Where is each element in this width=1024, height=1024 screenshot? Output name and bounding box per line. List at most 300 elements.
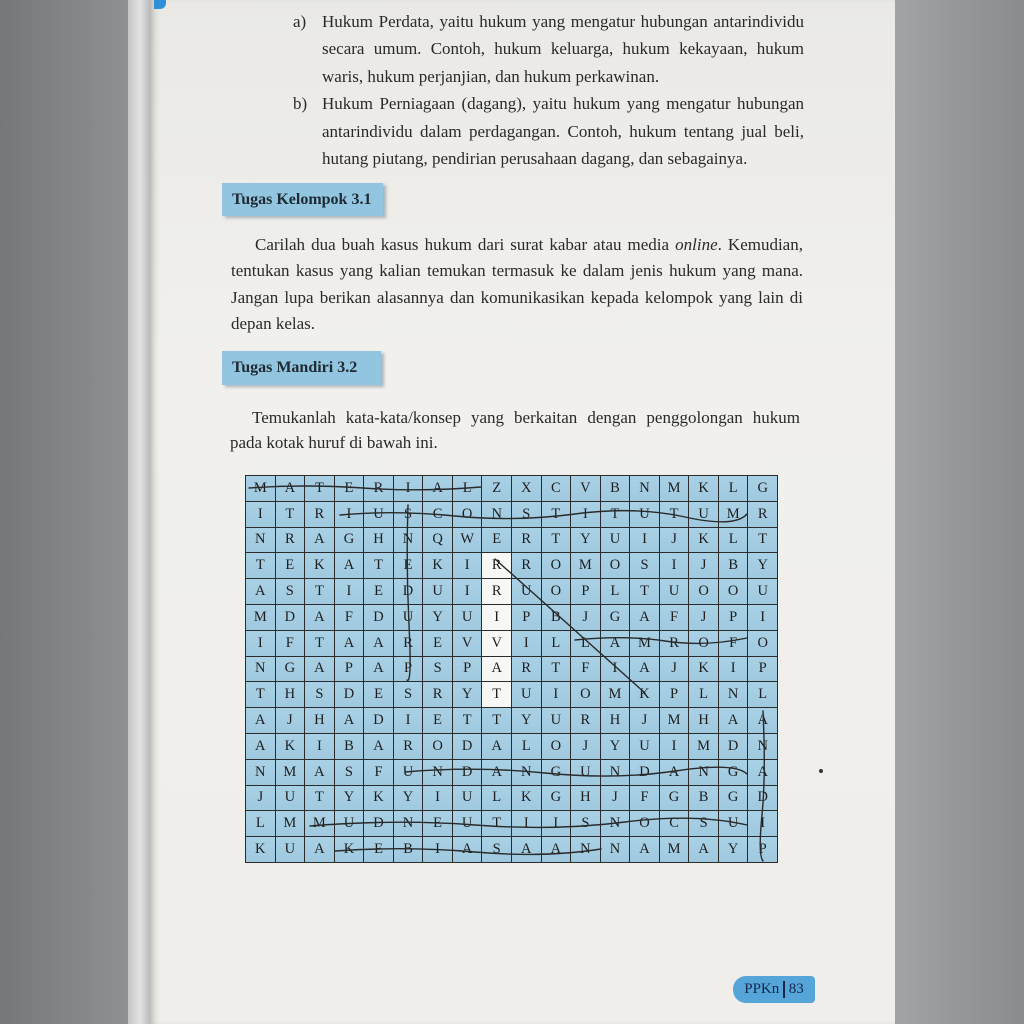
grid-cell: E (276, 553, 306, 579)
tugas-mandiri-label: Tugas Mandiri 3.2 (222, 351, 381, 385)
grid-cell: T (601, 502, 631, 528)
grid-cell: T (453, 708, 483, 734)
grid-cell: U (512, 579, 542, 605)
grid-cell: Y (719, 837, 749, 863)
grid-cell: H (689, 708, 719, 734)
grid-cell: M (601, 682, 631, 708)
grid-cell: I (542, 682, 572, 708)
grid-cell: S (689, 811, 719, 837)
tugas-kelompok-paragraph (231, 232, 803, 337)
grid-cell: N (748, 734, 778, 760)
grid-cell: J (571, 734, 601, 760)
grid-cell: E (335, 476, 365, 502)
grid-cell: F (630, 786, 660, 812)
grid-cell: P (335, 657, 365, 683)
background-right (895, 0, 1024, 1024)
grid-cell: L (689, 682, 719, 708)
grid-cell: A (719, 708, 749, 734)
grid-cell: K (689, 528, 719, 554)
grid-cell: E (423, 708, 453, 734)
grid-cell: P (453, 657, 483, 683)
grid-cell: I (453, 579, 483, 605)
grid-cell: N (630, 476, 660, 502)
grid-cell: J (660, 657, 690, 683)
online-italic-word: online (675, 235, 718, 254)
grid-cell: S (394, 502, 424, 528)
grid-cell: U (719, 811, 749, 837)
grid-cell: T (660, 502, 690, 528)
grid-cell: A (748, 760, 778, 786)
grid-cell: N (571, 837, 601, 863)
grid-cell: N (689, 760, 719, 786)
grid-cell: N (601, 837, 631, 863)
grid-cell: T (364, 553, 394, 579)
grid-cell: D (453, 734, 483, 760)
grid-cell: S (335, 760, 365, 786)
grid-cell: Y (453, 682, 483, 708)
grid-cell: T (305, 631, 335, 657)
grid-cell: R (394, 631, 424, 657)
grid-cell: N (482, 502, 512, 528)
grid-cell: R (305, 502, 335, 528)
grid-cell: F (571, 657, 601, 683)
grid-cell: S (482, 837, 512, 863)
grid-cell: L (719, 528, 749, 554)
grid-cell: A (601, 631, 631, 657)
grid-cell: R (571, 708, 601, 734)
list-b-line-1: Hukum Perniagaan (dagang), yaitu hukum yang mengatur hubungan (322, 94, 804, 114)
grid-cell: J (630, 708, 660, 734)
grid-cell: R (512, 657, 542, 683)
grid-cell: K (335, 837, 365, 863)
grid-cell: A (482, 760, 512, 786)
grid-cell: K (689, 476, 719, 502)
footer-subject: PPKn (744, 981, 780, 997)
grid-cell: A (689, 837, 719, 863)
grid-cell: P (571, 579, 601, 605)
grid-cell: Y (571, 528, 601, 554)
grid-cell: H (601, 708, 631, 734)
grid-cell: U (689, 502, 719, 528)
grid-cell: A (305, 605, 335, 631)
list-b-line-2: antarindividu dalam perdagangan. Contoh, hukum tentang jual beli, (322, 121, 804, 141)
grid-cell: A (246, 579, 276, 605)
grid-cell: L (571, 631, 601, 657)
grid-cell: J (689, 605, 719, 631)
grid-cell: D (630, 760, 660, 786)
grid-cell: M (719, 502, 749, 528)
grid-cell: H (364, 528, 394, 554)
grid-cell: N (246, 657, 276, 683)
grid-cell: A (660, 760, 690, 786)
grid-cell: A (630, 605, 660, 631)
grid-cell: V (453, 631, 483, 657)
grid-cell: D (748, 786, 778, 812)
grid-cell: M (689, 734, 719, 760)
grid-cell: O (748, 631, 778, 657)
grid-cell: B (601, 476, 631, 502)
grid-cell: T (305, 786, 335, 812)
grid-cell: U (542, 708, 572, 734)
grid-cell: U (453, 786, 483, 812)
grid-cell: Y (423, 605, 453, 631)
grid-cell: U (512, 682, 542, 708)
book-page (150, 0, 895, 1024)
grid-cell: M (660, 837, 690, 863)
grid-cell: G (719, 786, 749, 812)
grid-cell: S (571, 811, 601, 837)
grid-cell: P (394, 657, 424, 683)
grid-cell: T (482, 708, 512, 734)
grid-cell: K (305, 553, 335, 579)
grid-cell: J (571, 605, 601, 631)
list-item-b-text (322, 90, 804, 172)
grid-cell: U (394, 760, 424, 786)
grid-cell: I (748, 811, 778, 837)
list-a-line-3: waris, hukum perjanjian, dan hukum perkawinan. (322, 66, 660, 86)
grid-cell: G (660, 786, 690, 812)
grid-cell: K (246, 837, 276, 863)
tugas-mandiri-line-2: pada kotak huruf di bawah ini. (230, 433, 438, 452)
grid-cell: P (719, 605, 749, 631)
grid-cell: O (423, 734, 453, 760)
grid-cell: R (660, 631, 690, 657)
grid-cell: D (335, 682, 365, 708)
grid-cell: K (689, 657, 719, 683)
grid-cell: A (335, 631, 365, 657)
word-search-grid (245, 475, 778, 863)
grid-cell: O (601, 553, 631, 579)
grid-cell: T (276, 502, 306, 528)
grid-cell: R (423, 682, 453, 708)
grid-cell: S (423, 657, 453, 683)
grid-cell: N (423, 760, 453, 786)
grid-cell: L (512, 734, 542, 760)
grid-cell: F (276, 631, 306, 657)
grid-cell: R (512, 553, 542, 579)
grid-cell: E (482, 528, 512, 554)
grid-cell: M (660, 476, 690, 502)
grid-cell: U (630, 502, 660, 528)
grid-cell: I (660, 734, 690, 760)
grid-cell: U (453, 605, 483, 631)
grid-cell: E (364, 837, 394, 863)
grid-cell: O (630, 811, 660, 837)
grid-cell: T (748, 528, 778, 554)
grid-cell: K (364, 786, 394, 812)
grid-cell: E (364, 682, 394, 708)
grid-cell: N (394, 811, 424, 837)
grid-cell: K (423, 553, 453, 579)
grid-cell: S (394, 682, 424, 708)
grid-cell: A (364, 734, 394, 760)
grid-cell: I (512, 631, 542, 657)
grid-cell: B (335, 734, 365, 760)
line-1-text-start: Carilah dua buah kasus hukum dari surat kabar atau media (255, 235, 676, 254)
grid-cell: I (571, 502, 601, 528)
grid-cell: L (601, 579, 631, 605)
grid-cell: L (719, 476, 749, 502)
grid-cell: I (335, 579, 365, 605)
grid-cell: R (364, 476, 394, 502)
grid-cell: M (571, 553, 601, 579)
tugas-mandiri-line-1: Temukanlah kata-kata/konsep yang berkaitan dengan penggolongan hukum (252, 408, 800, 427)
grid-cell: D (453, 760, 483, 786)
grid-cell: S (630, 553, 660, 579)
list-marker-b: b) (293, 94, 308, 114)
grid-cell: I (719, 657, 749, 683)
grid-cell: A (305, 837, 335, 863)
grid-cell: T (246, 682, 276, 708)
grid-cell: V (571, 476, 601, 502)
grid-cell: A (423, 476, 453, 502)
grid-cell: L (246, 811, 276, 837)
list-item-b (293, 90, 805, 172)
grid-cell: Y (748, 553, 778, 579)
grid-cell: I (512, 811, 542, 837)
grid-cell: T (246, 553, 276, 579)
law-types-list (293, 8, 805, 172)
footer-divider (783, 981, 785, 998)
grid-cell: S (305, 682, 335, 708)
grid-cell: C (542, 476, 572, 502)
grid-cell: U (571, 760, 601, 786)
tugas-kelompok-label: Tugas Kelompok 3.1 (222, 183, 383, 216)
grid-cell: N (601, 760, 631, 786)
grid-cell: Z (482, 476, 512, 502)
grid-cell: C (660, 811, 690, 837)
page-footer-badge (733, 976, 815, 1003)
list-marker-a: a) (293, 12, 307, 31)
grid-cell: A (276, 476, 306, 502)
grid-cell: G (542, 786, 572, 812)
grid-cell: F (364, 760, 394, 786)
grid-cell: A (246, 708, 276, 734)
grid-cell: A (630, 657, 660, 683)
grid-cell: W (453, 528, 483, 554)
tugas-kelompok-line-4: depan kelas. (231, 313, 316, 333)
grid-cell: K (512, 786, 542, 812)
grid-cell: U (748, 579, 778, 605)
grid-cell: H (305, 708, 335, 734)
grid-cell: N (394, 528, 424, 554)
grid-cell: M (660, 708, 690, 734)
grid-cell: A (542, 837, 572, 863)
grid-cell: T (630, 579, 660, 605)
grid-cell: E (394, 553, 424, 579)
grid-cell: O (719, 579, 749, 605)
grid-cell: R (276, 528, 306, 554)
grid-cell: Y (601, 734, 631, 760)
grid-cell: D (364, 811, 394, 837)
grid-cell: I (246, 631, 276, 657)
grid-cell: Y (394, 786, 424, 812)
grid-cell: J (276, 708, 306, 734)
grid-cell: A (305, 760, 335, 786)
grid-cell: P (660, 682, 690, 708)
grid-cell: B (542, 605, 572, 631)
grid-cell: I (453, 553, 483, 579)
grid-cell: T (482, 682, 512, 708)
grid-cell: E (423, 631, 453, 657)
grid-cell: D (719, 734, 749, 760)
grid-cell: U (630, 734, 660, 760)
grid-cell: I (630, 528, 660, 554)
grid-cell: A (364, 631, 394, 657)
grid-cell: L (748, 682, 778, 708)
grid-cell: G (276, 657, 306, 683)
grid-cell: J (601, 786, 631, 812)
grid-cell: E (364, 579, 394, 605)
grid-cell: U (276, 837, 306, 863)
grid-cell: I (748, 605, 778, 631)
grid-cell: A (482, 734, 512, 760)
grid-cell: I (305, 734, 335, 760)
grid-cell: P (748, 837, 778, 863)
grid-cell: I (601, 657, 631, 683)
grid-cell: O (689, 579, 719, 605)
grid-cell: R (482, 579, 512, 605)
grid-cell: O (571, 682, 601, 708)
grid-cell: O (689, 631, 719, 657)
tugas-kelompok-line-2: tentukan kasus yang kalian temukan termasuk ke dalam jenis hukum yang mana. (231, 261, 803, 281)
footer-page-number: 83 (788, 981, 804, 997)
list-a-line-1: Hukum Perdata, yaitu hukum yang mengatur hubungan antarindividu (322, 12, 804, 31)
grid-cell: I (423, 786, 453, 812)
grid-cell: T (482, 811, 512, 837)
grid-cell: L (453, 476, 483, 502)
grid-cell: G (542, 760, 572, 786)
grid-cell: I (660, 553, 690, 579)
ink-dot (819, 769, 823, 773)
grid-cell: X (512, 476, 542, 502)
grid-cell: O (542, 553, 572, 579)
grid-cell: O (542, 579, 572, 605)
grid-cell: G (719, 760, 749, 786)
grid-cell: T (305, 579, 335, 605)
list-item-a-text (322, 8, 804, 90)
grid-cell: F (719, 631, 749, 657)
grid-cell: U (276, 786, 306, 812)
grid-cell: A (335, 708, 365, 734)
grid-cell: G (748, 476, 778, 502)
grid-cell: B (394, 837, 424, 863)
grid-cell: P (512, 605, 542, 631)
grid-cell: U (601, 528, 631, 554)
grid-cell: K (276, 734, 306, 760)
grid-cell: B (689, 786, 719, 812)
grid-cell: U (423, 579, 453, 605)
grid-cell: G (601, 605, 631, 631)
grid-cell: A (335, 553, 365, 579)
grid-cell: R (512, 528, 542, 554)
grid-cell: C (423, 502, 453, 528)
grid-cell: D (364, 605, 394, 631)
grid-cell: B (719, 553, 749, 579)
grid-cell: O (453, 502, 483, 528)
grid-cell: J (660, 528, 690, 554)
grid-cell: D (276, 605, 306, 631)
grid-cell: I (246, 502, 276, 528)
grid-cell: N (512, 760, 542, 786)
list-a-line-2: secara umum. Contoh, hukum keluarga, hukum kekayaan, hukum (322, 39, 804, 59)
grid-cell: I (423, 837, 453, 863)
grid-cell: M (305, 811, 335, 837)
grid-cell: I (394, 476, 424, 502)
grid-cell: Y (512, 708, 542, 734)
grid-cell: P (748, 657, 778, 683)
tugas-kelompok-line-1 (231, 232, 803, 258)
grid-cell: U (453, 811, 483, 837)
grid-cell: L (482, 786, 512, 812)
grid-cell: D (394, 579, 424, 605)
list-b-line-3: hutang piutang, pendirian perusahaan dagang, dan sebagainya. (322, 149, 748, 169)
grid-cell: O (542, 734, 572, 760)
grid-cell: H (571, 786, 601, 812)
grid-cell: I (542, 811, 572, 837)
grid-cell: A (305, 657, 335, 683)
grid-cell: S (276, 579, 306, 605)
grid-cell: R (748, 502, 778, 528)
page-edge-strip (128, 0, 150, 1024)
grid-cell: I (335, 502, 365, 528)
grid-cell: F (335, 605, 365, 631)
grid-cell: N (246, 528, 276, 554)
grid-cell: T (542, 528, 572, 554)
grid-cell: S (512, 502, 542, 528)
grid-cell: A (482, 657, 512, 683)
blue-corner-mark (154, 0, 166, 9)
grid-cell: N (719, 682, 749, 708)
grid-cell: A (748, 708, 778, 734)
grid-cell: V (482, 631, 512, 657)
grid-cell: M (246, 605, 276, 631)
grid-cell: A (453, 837, 483, 863)
line-1-text-end: . Kemudian, (717, 235, 803, 254)
grid-cell: U (394, 605, 424, 631)
grid-cell: D (364, 708, 394, 734)
grid-cell: J (689, 553, 719, 579)
word-search-puzzle (245, 475, 778, 863)
grid-cell: H (276, 682, 306, 708)
grid-cell: Q (423, 528, 453, 554)
grid-cell: T (542, 502, 572, 528)
grid-cell: T (542, 657, 572, 683)
grid-cell: A (630, 837, 660, 863)
grid-cell: A (246, 734, 276, 760)
grid-cell: E (423, 811, 453, 837)
grid-cell: A (512, 837, 542, 863)
grid-cell: J (246, 786, 276, 812)
grid-cell: A (305, 528, 335, 554)
grid-cell: K (630, 682, 660, 708)
grid-cell: R (482, 553, 512, 579)
grid-cell: R (394, 734, 424, 760)
background-left (0, 0, 128, 1024)
grid-cell: U (660, 579, 690, 605)
list-item-a (293, 8, 805, 90)
grid-cell: G (335, 528, 365, 554)
grid-cell: F (660, 605, 690, 631)
grid-cell: M (276, 760, 306, 786)
grid-cell: I (482, 605, 512, 631)
grid-cell: M (246, 476, 276, 502)
grid-cell: M (630, 631, 660, 657)
grid-cell: I (394, 708, 424, 734)
grid-cell: N (246, 760, 276, 786)
tugas-kelompok-line-3: Jangan lupa berikan alasannya dan komunikasikan kepada kelompok yang lain di (231, 287, 803, 307)
grid-cell: T (305, 476, 335, 502)
